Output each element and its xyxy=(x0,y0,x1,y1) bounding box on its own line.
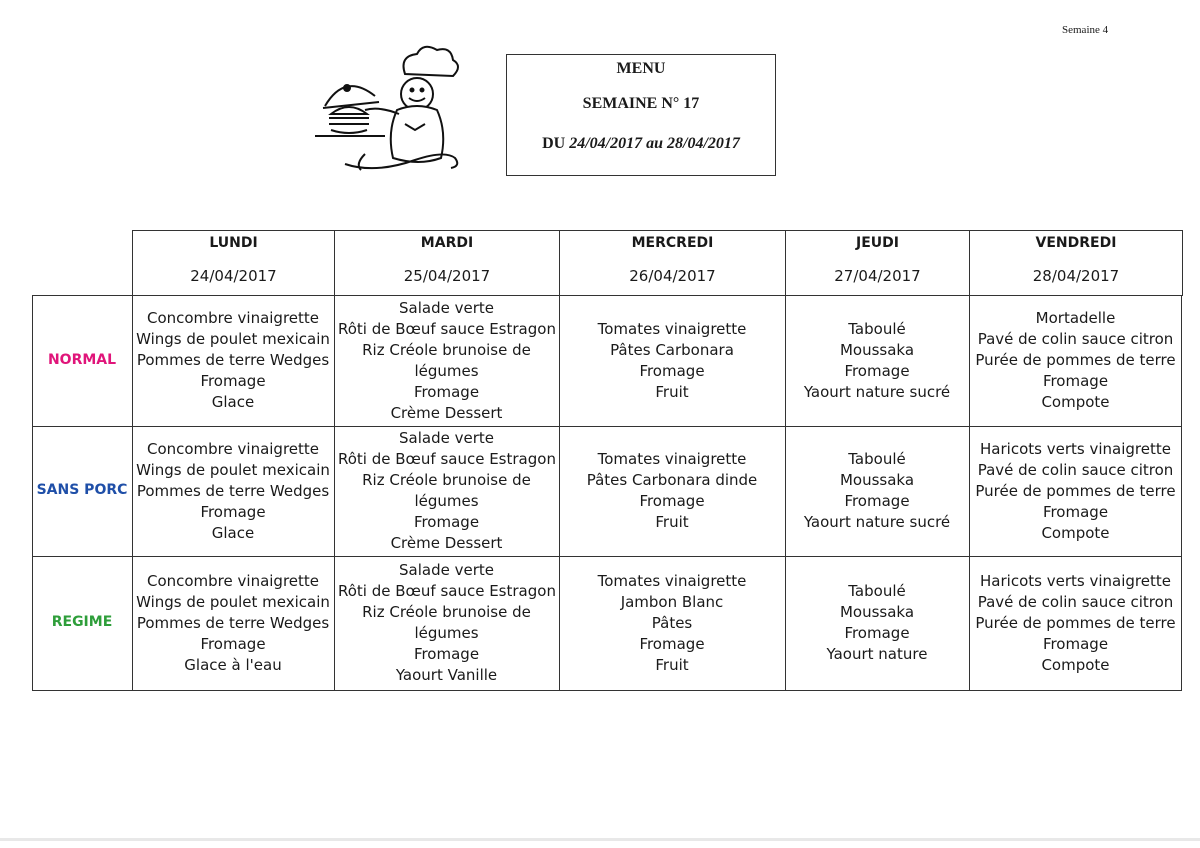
day-header-mercredi xyxy=(559,230,786,296)
menu-cell-regime-mercredi xyxy=(559,556,785,690)
day-header-lundi xyxy=(132,230,335,296)
dish-item: Wings de poulet mexicain xyxy=(136,330,330,348)
dish-item: Yaourt Vanille xyxy=(395,666,498,684)
dish-item: Fromage xyxy=(639,492,705,510)
row-label-sans-porc: SANS PORC xyxy=(36,482,128,498)
dish-item: Fruit xyxy=(655,513,689,531)
menu-cell-sans-porc-lundi xyxy=(132,426,334,556)
dish-item: Rôti de Bœuf sauce Estragon xyxy=(338,450,556,468)
dish-item: Yaourt nature xyxy=(826,645,928,663)
dish-item: Moussaka xyxy=(839,471,915,489)
dish-item: Pavé de colin sauce citron xyxy=(977,330,1174,348)
day-name: LUNDI xyxy=(209,235,258,251)
day-name: JEUDI xyxy=(856,235,899,251)
dish-item: Pommes de terre Wedges xyxy=(136,481,330,500)
week-tag: Semaine 4 xyxy=(1062,24,1109,36)
date-prefix: DU xyxy=(542,135,566,152)
dish-item: Fruit xyxy=(655,655,689,674)
dish-item: Fromage xyxy=(639,634,705,653)
menu-cell-sans-porc-mardi xyxy=(334,426,559,556)
dish-item: Moussaka xyxy=(839,340,915,359)
dish-item: Taboulé xyxy=(848,450,906,468)
dish-item: Fromage xyxy=(200,634,266,653)
dish-item: Fruit xyxy=(655,382,689,401)
dish-item: Riz Créole brunoise de xyxy=(362,340,531,359)
dish-item: Pâtes Carbonara xyxy=(610,340,734,359)
dish-item: Yaourt nature sucré xyxy=(803,513,951,531)
dish-item: Haricots verts vinaigrette xyxy=(980,439,1171,458)
dish-item: Pâtes Carbonara dinde xyxy=(586,471,758,489)
dish-item: Fromage xyxy=(200,372,266,390)
day-header-mardi xyxy=(334,230,560,296)
dish-item: Pavé de colin sauce citron xyxy=(977,592,1174,611)
dish-item: Purée de pommes de terre xyxy=(975,351,1176,369)
dish-item: Rôti de Bœuf sauce Estragon xyxy=(338,319,556,338)
dish-item: Concombre vinaigrette xyxy=(146,439,320,458)
dish-item: Taboulé xyxy=(848,582,906,600)
dish-item: Mortadelle xyxy=(1035,309,1116,327)
dish-item: Salade verte xyxy=(399,298,494,317)
dish-item: Wings de poulet mexicain xyxy=(136,460,330,479)
dish-item: Pâtes xyxy=(651,613,693,632)
day-name: MERCREDI xyxy=(631,235,714,251)
dish-item: Compote xyxy=(1041,655,1110,674)
week-number: SEMAINE N° 17 xyxy=(582,95,700,112)
dish-item: Tomates vinaigrette xyxy=(597,571,747,590)
dish-item: Haricots verts vinaigrette xyxy=(980,571,1171,590)
menu-cell-normal-mercredi xyxy=(559,295,785,426)
date-range xyxy=(507,135,775,153)
dish-item: Taboulé xyxy=(848,319,906,338)
dish-item: Pavé de colin sauce citron xyxy=(977,460,1174,479)
day-date: 25/04/2017 xyxy=(403,267,491,285)
dish-item: Fromage xyxy=(413,645,480,663)
day-date: 26/04/2017 xyxy=(629,267,716,285)
menu-cell-regime-vendredi xyxy=(969,556,1182,690)
dish-item: Concombre vinaigrette xyxy=(146,571,320,590)
menu-cell-regime-jeudi xyxy=(785,556,969,690)
dish-item: Purée de pommes de terre xyxy=(975,613,1176,632)
dish-item: Fromage xyxy=(844,361,910,380)
dish-item: Compote xyxy=(1041,523,1110,542)
dish-item: Fromage xyxy=(1042,502,1109,521)
page-bottom-rule xyxy=(0,838,1200,841)
menu-cell-normal-lundi xyxy=(132,295,334,426)
menu-cell-regime-lundi xyxy=(132,556,334,690)
day-name: MARDI xyxy=(420,235,474,251)
dish-item: Compote xyxy=(1041,393,1110,411)
menu-cell-regime-mardi xyxy=(334,556,559,690)
chef-illustration xyxy=(305,44,475,174)
dish-item: Salade verte xyxy=(399,429,494,447)
dish-item: Fromage xyxy=(844,492,910,510)
day-date: 28/04/2017 xyxy=(1032,267,1120,285)
day-date: 27/04/2017 xyxy=(834,267,921,285)
dish-item: Salade verte xyxy=(399,561,494,579)
dish-item: Riz Créole brunoise de xyxy=(362,603,531,621)
dish-item: Crème Dessert xyxy=(390,403,503,422)
menu-cell-sans-porc-jeudi xyxy=(785,426,969,556)
menu-title: MENU xyxy=(616,60,666,77)
day-header-vendredi xyxy=(969,230,1183,296)
day-header-jeudi xyxy=(785,230,970,296)
dish-item: Moussaka xyxy=(839,603,915,621)
dish-item: Fromage xyxy=(1042,372,1109,390)
dish-item: Tomates vinaigrette xyxy=(597,450,747,468)
dish-item: Pommes de terre Wedges xyxy=(136,351,330,369)
dish-item: Glace à l'eau xyxy=(184,655,282,674)
dish-item: Yaourt nature sucré xyxy=(803,382,951,401)
dish-item: légumes xyxy=(414,624,479,642)
dish-item: Purée de pommes de terre xyxy=(975,481,1176,500)
dish-item: Jambon Blanc xyxy=(620,592,724,611)
dish-item: Fromage xyxy=(200,502,266,521)
menu-cell-normal-mardi xyxy=(334,295,559,426)
menu-title-box xyxy=(506,54,776,176)
row-label-normal: NORMAL xyxy=(47,351,117,368)
menu-cell-sans-porc-mercredi xyxy=(559,426,785,556)
dish-item: légumes xyxy=(414,492,479,510)
day-name: VENDREDI xyxy=(1035,235,1117,251)
dish-item: Wings de poulet mexicain xyxy=(136,592,330,611)
dish-item: Pommes de terre Wedges xyxy=(136,613,330,632)
menu-table xyxy=(32,230,1182,694)
dish-item: Glace xyxy=(211,523,255,542)
dish-item: Concombre vinaigrette xyxy=(146,309,320,327)
day-date: 24/04/2017 xyxy=(190,267,277,285)
dish-item: Crème Dessert xyxy=(390,534,503,552)
dish-item: Fromage xyxy=(1042,634,1109,653)
dish-item: Fromage xyxy=(844,624,910,642)
dish-item: Tomates vinaigrette xyxy=(597,319,747,338)
date-range-value: 24/04/2017 au 28/04/2017 xyxy=(569,135,740,152)
menu-cell-sans-porc-vendredi xyxy=(969,426,1182,556)
dish-item: légumes xyxy=(414,361,479,380)
dish-item: Riz Créole brunoise de xyxy=(362,471,531,489)
menu-cell-normal-jeudi xyxy=(785,295,969,426)
dish-item: Fromage xyxy=(639,361,705,380)
dish-item: Rôti de Bœuf sauce Estragon xyxy=(338,582,556,600)
dish-item: Glace xyxy=(211,393,255,411)
dish-item: Fromage xyxy=(413,382,480,401)
row-label-regime: REGIME xyxy=(51,614,113,630)
dish-item: Fromage xyxy=(413,513,480,531)
row-divider xyxy=(32,690,1182,691)
menu-cell-normal-vendredi xyxy=(969,295,1182,426)
